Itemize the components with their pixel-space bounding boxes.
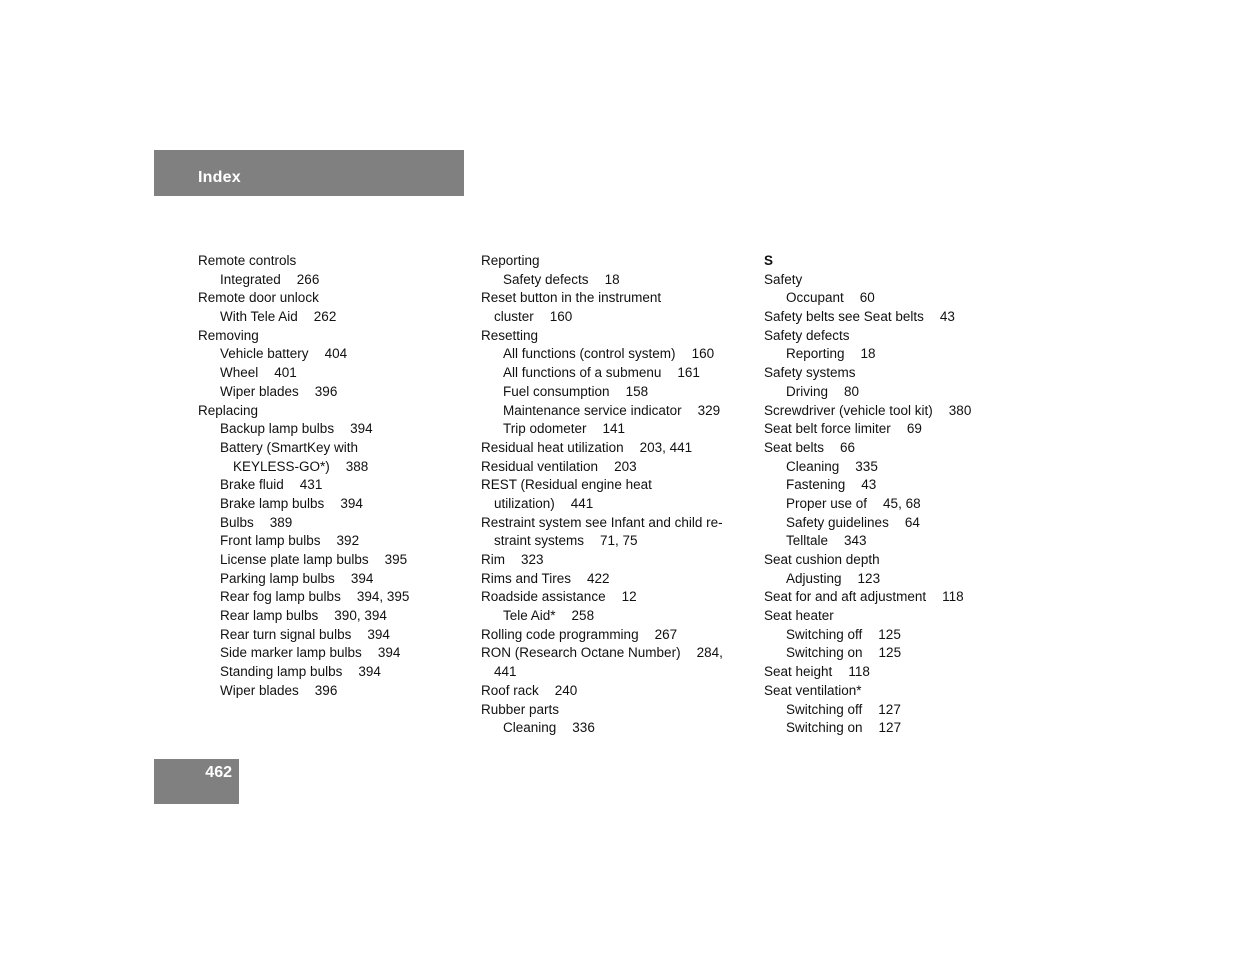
entry-term: With Tele Aid <box>220 309 298 325</box>
entry-term: S <box>764 253 774 268</box>
index-subentry <box>764 495 1026 514</box>
entry-page-ref: 118 <box>848 664 870 680</box>
entry-page-ref: 160 <box>549 309 573 325</box>
index-subentry <box>198 364 460 383</box>
index-entry <box>198 289 460 308</box>
entry-page-ref: 66 <box>840 439 856 455</box>
entry-term: Reset button in the instrument <box>481 290 662 306</box>
entry-page-ref: 125 <box>878 626 901 642</box>
entry-page-ref: 160 <box>691 346 715 362</box>
entry-term: Standing lamp bulbs <box>220 664 343 680</box>
index-entry <box>764 663 1026 682</box>
entry-term: Remote door unlock <box>198 290 319 306</box>
entry-page-ref: 45, 68 <box>883 495 921 511</box>
entry-page-ref: 158 <box>625 383 649 399</box>
entry-page-ref: 127 <box>878 701 901 717</box>
entry-term: Fastening <box>786 477 846 493</box>
index-entry <box>764 271 1026 290</box>
index-subentry <box>198 551 460 570</box>
entry-term: All functions (control system) <box>503 346 676 362</box>
entry-page-ref: 388 <box>345 458 369 474</box>
entry-term: Replacing <box>198 402 259 418</box>
index-subentry <box>764 532 1026 551</box>
index-entry <box>764 682 1026 701</box>
entry-term: Wheel <box>220 365 259 381</box>
entry-page-ref: 258 <box>571 608 595 624</box>
entry-term: Brake lamp bulbs <box>220 495 325 511</box>
entry-term: Rubber parts <box>481 701 560 717</box>
entry-term: Seat belts <box>764 439 825 455</box>
entry-page-ref: 394 <box>358 664 381 680</box>
entry-term: Seat heater <box>764 608 834 624</box>
index-entry <box>764 308 1026 327</box>
entry-page-ref: 80 <box>844 383 860 399</box>
index-subentry <box>198 626 460 645</box>
entry-page-ref: 118 <box>942 589 964 605</box>
entry-page-ref: 394 <box>367 626 390 642</box>
index-entry <box>481 682 743 701</box>
index-subentry <box>481 719 743 738</box>
entry-page-ref: 396 <box>314 383 338 399</box>
entry-term: Backup lamp bulbs <box>220 421 335 437</box>
index-entry <box>481 626 743 645</box>
entry-term: Restraint system see Infant and child re- <box>481 514 723 530</box>
index-subentry <box>198 308 460 327</box>
entry-page-ref: 394 <box>350 570 374 586</box>
entry-term: Safety <box>764 271 803 287</box>
entry-term: Rear fog lamp bulbs <box>220 589 341 605</box>
index-entry <box>764 439 1026 458</box>
index-subentry <box>198 476 460 495</box>
index-entry <box>481 570 743 589</box>
index-entry <box>764 327 1026 346</box>
entry-page-ref: 392 <box>336 533 360 549</box>
index-subentry <box>198 644 460 663</box>
entry-page-ref: 401 <box>274 365 297 381</box>
entry-page-ref: 329 <box>697 402 721 418</box>
index-entry <box>764 420 1026 439</box>
index-entry <box>481 439 743 458</box>
entry-term: Removing <box>198 327 259 343</box>
entry-term: Switching off <box>786 701 863 717</box>
entry-term: Trip odometer <box>503 421 587 437</box>
entry-term: Vehicle battery <box>220 346 309 362</box>
entry-term: Residual heat utilization <box>481 439 624 455</box>
entry-page-ref: 396 <box>314 682 338 698</box>
entry-page-ref: 284, <box>696 645 723 661</box>
index-entry <box>764 402 1026 421</box>
entry-term: Safety guidelines <box>786 514 889 530</box>
index-subentry <box>764 626 1026 645</box>
index-subentry <box>198 345 460 364</box>
index-subentry <box>198 420 460 439</box>
index-subentry <box>481 402 743 421</box>
entry-page-ref: 266 <box>296 271 320 287</box>
index-subentry <box>764 476 1026 495</box>
index-subentry <box>481 345 743 364</box>
entry-page-ref: 441 <box>570 495 594 511</box>
entry-term: Integrated <box>220 271 281 287</box>
entry-term: Rim <box>481 552 505 567</box>
index-entry <box>481 252 743 271</box>
entry-page-ref: 395 <box>384 552 408 567</box>
entry-page-ref: 43 <box>861 477 877 493</box>
entry-term: Residual ventilation <box>481 458 599 474</box>
page-number-box <box>154 759 239 804</box>
entry-term: Reporting <box>786 346 845 362</box>
entry-page-ref: 390, 394 <box>334 608 387 624</box>
index-subentry <box>764 289 1026 308</box>
entry-term: Seat height <box>764 664 833 680</box>
entry-term: Safety defects <box>764 327 850 343</box>
entry-term: Wiper blades <box>220 383 299 399</box>
entry-term: Screwdriver (vehicle tool kit) <box>764 402 933 418</box>
entry-term: Parking lamp bulbs <box>220 570 335 586</box>
entry-page-ref: 43 <box>939 309 955 325</box>
entry-page-ref: 18 <box>604 271 620 287</box>
index-entry <box>481 327 743 346</box>
entry-page-ref: 203 <box>614 458 637 474</box>
entry-page-ref: 335 <box>855 458 878 474</box>
entry-term: Rear turn signal bulbs <box>220 626 352 642</box>
index-subentry <box>198 607 460 626</box>
index-subentry <box>764 701 1026 720</box>
page-number: 462 <box>205 764 232 781</box>
index-subentry <box>764 458 1026 477</box>
index-entry <box>481 514 743 533</box>
index-entry <box>481 308 743 327</box>
index-entry <box>481 289 743 308</box>
entry-term: License plate lamp bulbs <box>220 552 369 567</box>
index-subentry <box>764 570 1026 589</box>
index-subentry <box>198 495 460 514</box>
entry-page-ref: 161 <box>677 365 700 381</box>
entry-term: Battery (SmartKey with <box>220 439 359 455</box>
index-entry <box>481 458 743 477</box>
entry-term: Brake fluid <box>220 477 284 493</box>
entry-term: Cleaning <box>503 720 557 736</box>
page-title: Index <box>198 169 241 186</box>
index-entry <box>481 532 743 551</box>
entry-page-ref: 123 <box>857 570 881 586</box>
entry-page-ref: 389 <box>269 514 293 530</box>
index-subentry <box>198 439 460 458</box>
entry-page-ref: 60 <box>859 290 875 306</box>
entry-page-ref: 240 <box>554 682 578 698</box>
entry-term: Safety systems <box>764 365 856 381</box>
index-column-1 <box>198 252 460 701</box>
entry-term: Occupant <box>786 290 844 306</box>
entry-term: Switching on <box>786 645 863 661</box>
index-entry <box>481 701 743 720</box>
entry-term: 441 <box>494 664 517 680</box>
entry-term: Rolling code programming <box>481 626 639 642</box>
entry-term: cluster <box>494 309 534 325</box>
entry-term: Seat cushion depth <box>764 552 880 567</box>
index-subentry <box>198 570 460 589</box>
entry-term: Wiper blades <box>220 682 299 698</box>
entry-page-ref: 323 <box>521 552 544 567</box>
entry-term: Driving <box>786 383 829 399</box>
entry-term: Seat ventilation* <box>764 682 862 698</box>
index-entry <box>764 364 1026 383</box>
index-subentry <box>198 588 460 607</box>
entry-term: Adjusting <box>786 570 842 586</box>
entry-page-ref: 394 <box>377 645 401 661</box>
entry-page-ref: 431 <box>299 477 323 493</box>
entry-term: Cleaning <box>786 458 840 474</box>
entry-term: Safety belts see Seat belts <box>764 309 924 325</box>
entry-term: Front lamp bulbs <box>220 533 321 549</box>
entry-term: RON (Research Octane Number) <box>481 645 681 661</box>
entry-page-ref: 18 <box>860 346 876 362</box>
entry-term: Seat belt force limiter <box>764 421 891 437</box>
index-entry <box>764 607 1026 626</box>
entry-term: Remote controls <box>198 253 297 268</box>
entry-term: Rear lamp bulbs <box>220 608 319 624</box>
entry-term: Bulbs <box>220 514 254 530</box>
entry-term: Rims and Tires <box>481 570 572 586</box>
index-letter-heading <box>764 252 1026 271</box>
entry-page-ref: 12 <box>621 589 637 605</box>
entry-page-ref: 380 <box>948 402 972 418</box>
index-entry <box>481 663 743 682</box>
entry-page-ref: 267 <box>654 626 678 642</box>
entry-term: Safety defects <box>503 271 589 287</box>
entry-page-ref: 125 <box>878 645 902 661</box>
entry-term: Tele Aid* <box>503 608 556 624</box>
index-subentry <box>764 383 1026 402</box>
entry-page-ref: 262 <box>313 309 337 325</box>
entry-page-ref: 64 <box>904 514 920 530</box>
entry-page-ref: 141 <box>602 421 626 437</box>
entry-term: All functions of a submenu <box>503 365 662 381</box>
entry-term: REST (Residual engine heat <box>481 477 652 493</box>
index-subentry <box>481 364 743 383</box>
index-entry <box>481 551 743 570</box>
entry-page-ref: 69 <box>906 421 922 437</box>
index-subentry <box>481 271 743 290</box>
index-subentry <box>481 420 743 439</box>
index-column-2 <box>481 252 743 738</box>
entry-page-ref: 422 <box>587 570 610 586</box>
index-subentry <box>198 532 460 551</box>
index-subentry <box>764 644 1026 663</box>
entry-term: Resetting <box>481 327 539 343</box>
entry-page-ref: 394, 395 <box>356 589 410 605</box>
index-entry <box>481 588 743 607</box>
entry-term: KEYLESS-GO*) <box>233 458 330 474</box>
entry-term: Roof rack <box>481 682 539 698</box>
entry-term: Reporting <box>481 253 540 268</box>
index-entry <box>481 644 743 663</box>
entry-term: Switching on <box>786 720 863 736</box>
index-subentry <box>764 345 1026 364</box>
entry-term: Telltale <box>786 533 829 549</box>
entry-page-ref: 336 <box>572 720 595 736</box>
index-subentry <box>198 514 460 533</box>
entry-term: Roadside assistance <box>481 589 606 605</box>
entry-page-ref: 394 <box>350 421 373 437</box>
entry-term: Maintenance service indicator <box>503 402 682 418</box>
index-header-bar <box>154 150 464 196</box>
index-entry <box>198 327 460 346</box>
index-subentry <box>198 663 460 682</box>
index-column-3 <box>764 252 1026 738</box>
entry-term: utilization) <box>494 495 555 511</box>
entry-term: Fuel consumption <box>503 383 610 399</box>
index-subentry <box>198 682 460 701</box>
entry-term: Proper use of <box>786 495 868 511</box>
entry-page-ref: 394 <box>340 495 363 511</box>
entry-page-ref: 71, 75 <box>600 533 638 549</box>
entry-page-ref: 127 <box>878 720 902 736</box>
index-entry <box>198 252 460 271</box>
index-entry <box>481 495 743 514</box>
index-entry <box>764 551 1026 570</box>
index-subentry <box>198 271 460 290</box>
index-subentry <box>198 458 460 477</box>
index-entry <box>198 402 460 421</box>
entry-term: straint systems <box>494 533 585 549</box>
index-subentry <box>764 514 1026 533</box>
index-subentry <box>481 383 743 402</box>
index-subentry <box>198 383 460 402</box>
index-entry <box>764 588 1026 607</box>
entry-page-ref: 404 <box>324 346 348 362</box>
index-subentry <box>764 719 1026 738</box>
entry-page-ref: 203, 441 <box>639 439 693 455</box>
index-entry <box>481 476 743 495</box>
entry-term: Switching off <box>786 626 863 642</box>
index-subentry <box>481 607 743 626</box>
entry-term: Seat for and aft adjustment <box>764 589 927 605</box>
entry-page-ref: 343 <box>844 533 867 549</box>
entry-term: Side marker lamp bulbs <box>220 645 362 661</box>
